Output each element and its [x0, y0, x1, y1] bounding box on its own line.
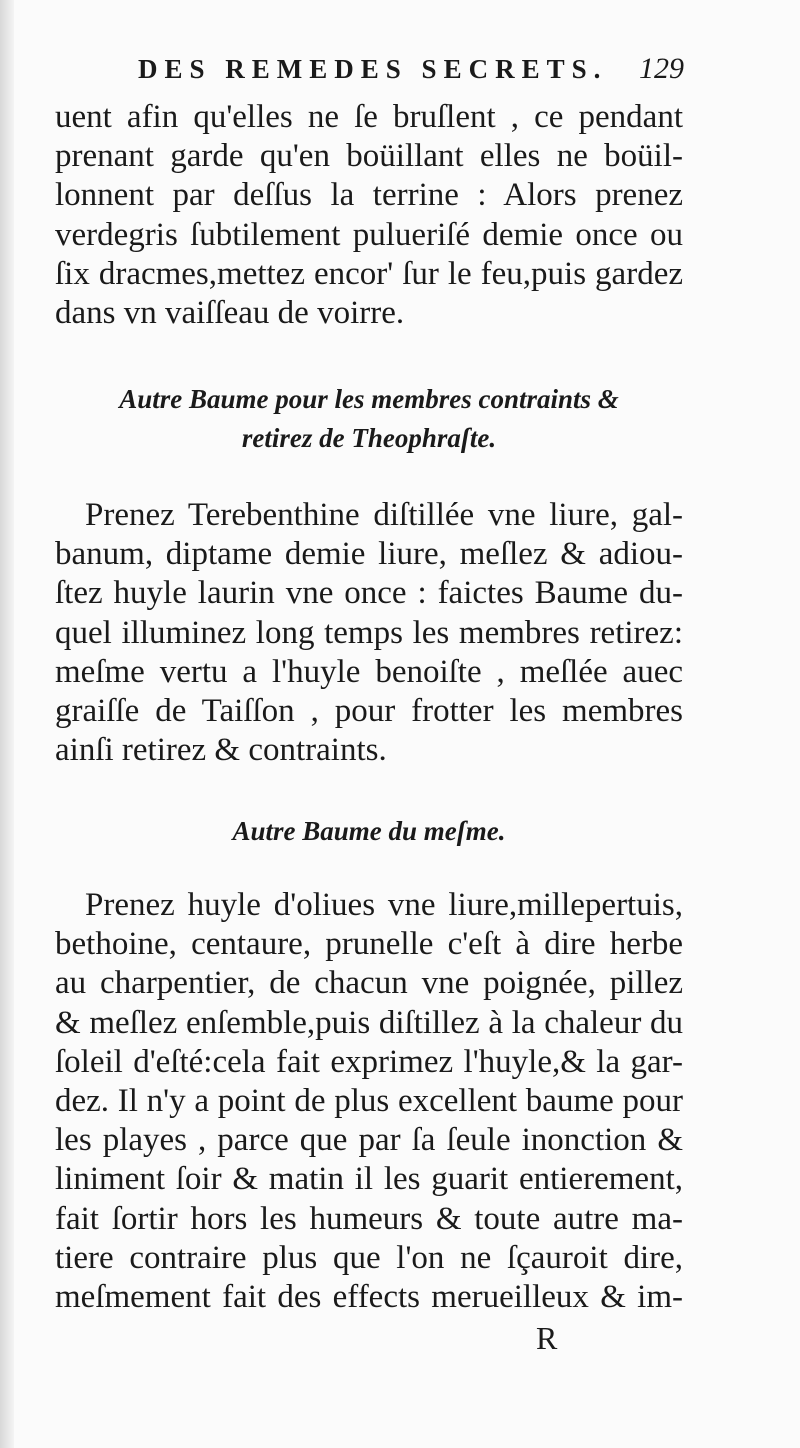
text-line: lonnent par deſſus la terrine : Alors prenez — [55, 177, 683, 214]
text-line: dez. Il n'y a point de plus excellent baume pour — [55, 1083, 683, 1120]
text-line: meſme vertu a l'huyle benoiſte , meſlée auec — [55, 653, 683, 690]
heading-line: Autre Baume pour les membres contraints & — [119, 384, 619, 414]
text-line: ainſi retirez & contraints. — [55, 732, 387, 769]
section-heading — [55, 380, 683, 458]
text-line: verdegris ſubtilement pulueriſé demie once ou — [55, 216, 683, 253]
page-number: 129 — [639, 52, 684, 85]
text-line: au charpentier, de chacun vne poignée, pillez — [55, 965, 683, 1002]
text-line: ſtez huyle laurin vne once : faictes Baume du- — [55, 575, 683, 612]
text-line: prenant garde qu'en boüillant elles ne boüil- — [55, 138, 683, 175]
heading-line: retirez de Theophraſte. — [241, 423, 497, 453]
text-line: ſoleil d'eſté:cela fait exprimez l'huyle,& la gar- — [55, 1043, 683, 1080]
recipe-paragraph — [55, 496, 683, 770]
page-gutter-shadow — [0, 0, 14, 1448]
text-line: graiſſe de Taiſſon , pour frotter les membres — [55, 693, 683, 730]
text-line: fait ſortir hors les humeurs & toute autre ma- — [55, 1200, 683, 1237]
running-head: DES REMEDES SECRETS. — [138, 54, 608, 84]
text-line: dans vn vaiſſeau de voirre. — [55, 295, 405, 332]
text-line: uent afin qu'elles ne ſe bruſlent , ce pendant — [55, 99, 683, 135]
text-line: bethoine, centaure, prunelle c'eſt à dire herbe — [55, 926, 683, 963]
recipe-paragraph — [55, 886, 683, 1317]
paragraph-continuation — [55, 98, 683, 333]
text-line: tiere contraire plus que l'on ne ſçauroit dire, — [55, 1239, 683, 1276]
text-line: ſix dracmes,mettez encor' ſur le feu,puis gardez — [55, 255, 683, 292]
text-line: les playes , parce que par ſa ſeule inonction & — [55, 1122, 683, 1159]
text-line: Prenez huyle d'oliues vne liure,millepertuis, — [85, 887, 683, 923]
catchword: R — [536, 1320, 558, 1356]
section-heading — [55, 812, 683, 851]
heading-line: Autre Baume du meſme. — [232, 816, 506, 846]
page-header — [100, 50, 700, 90]
text-line: & meſlez enſemble,puis diſtillez à la chaleur du — [55, 1004, 683, 1041]
text-line: liniment ſoir & matin il les guarit entierement, — [55, 1161, 683, 1198]
text-line: banum, diptame demie liure, meſlez & adiou- — [55, 536, 683, 573]
text-line: meſmement fait des effects merueilleux & im- — [55, 1279, 683, 1316]
text-line: Prenez Terebenthine diſtillée vne liure, gal- — [85, 497, 683, 533]
text-line: quel illuminez long temps les membres retirez: — [55, 614, 683, 651]
